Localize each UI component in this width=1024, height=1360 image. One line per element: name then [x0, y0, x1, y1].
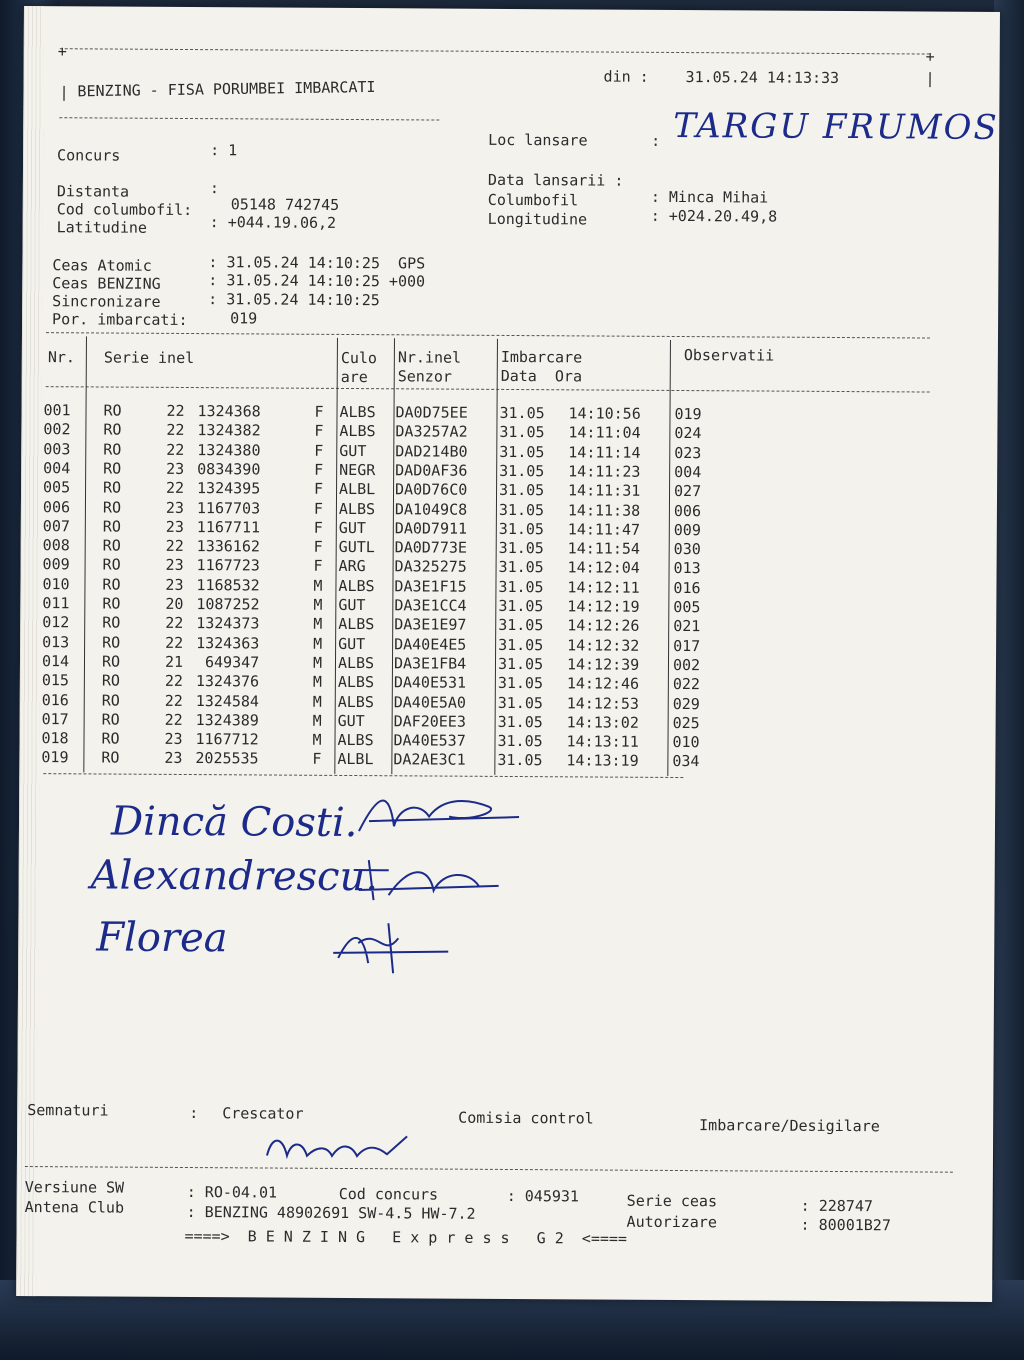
cell-ora: 14:12:19: [567, 597, 640, 616]
printout-sheet: [16, 6, 1000, 1302]
cell-observatii: 004: [674, 462, 702, 482]
cell-ora: 14:12:04: [567, 558, 640, 578]
cell-inel: 1324376: [195, 672, 260, 691]
cell-senzor: DAF20EE3: [393, 712, 466, 731]
cell-ora: 14:11:23: [568, 462, 641, 481]
cell-data: 31.05: [497, 732, 543, 751]
cell-data: 31.05: [498, 558, 544, 577]
cell-senzor: DA40E4E5: [394, 634, 467, 654]
cell-nr: 004: [43, 459, 71, 478]
cell-culoare: GUTL: [338, 538, 375, 557]
cell-tara: RO: [101, 729, 120, 748]
cell-data: 31.05: [498, 616, 544, 635]
cell-inel: 1324584: [195, 691, 260, 710]
cell-data: 31.05: [499, 403, 545, 423]
cell-data: 31.05: [498, 519, 545, 538]
cell-senzor: DAD0AF36: [395, 461, 468, 480]
cell-data: 31.05: [497, 751, 543, 770]
cell-data: 31.05: [498, 481, 545, 500]
loc-lansare-sep: :: [651, 131, 661, 150]
cell-culoare: ARG: [338, 557, 366, 576]
cell-ora: 14:13:02: [566, 713, 639, 732]
cell-an: 22: [164, 710, 183, 729]
concurs-label: Concurs: [57, 146, 121, 165]
cell-inel: 1324373: [196, 614, 260, 633]
cell-senzor: DA40E5A0: [393, 692, 467, 712]
distanta-label: Distanta: [56, 182, 130, 201]
cell-senzor: DA0D7911: [394, 519, 468, 538]
cell-sex: M: [313, 576, 323, 595]
longitudine-label: Longitudine: [487, 209, 588, 229]
cell-data: 31.05: [498, 539, 544, 558]
cell-sex: F: [313, 537, 323, 556]
cell-ora: 14:12:11: [567, 578, 640, 597]
comisia-control-label: Comisia control: [458, 1108, 594, 1128]
cell-senzor: DA3257A2: [395, 422, 468, 442]
cod-columbofil-label: Cod columbofil:: [56, 200, 193, 220]
cell-inel: 1324368: [197, 402, 261, 421]
cell-culoare: GUT: [337, 711, 365, 730]
cell-data: 31.05: [497, 693, 543, 712]
cell-data: 31.05: [499, 423, 545, 442]
imbarcare-desigilare-label: Imbarcare/Desigilare: [699, 1116, 880, 1136]
cell-data: 31.05: [498, 635, 544, 654]
cell-tara: RO: [101, 748, 120, 767]
cell-senzor: DAD214B0: [395, 441, 468, 461]
cell-observatii: 025: [672, 713, 700, 732]
cell-observatii: 016: [673, 578, 701, 597]
cell-an: 21: [164, 652, 184, 671]
cell-culoare: GUT: [338, 595, 366, 615]
cell-observatii: 013: [673, 559, 701, 578]
cell-sex: F: [314, 422, 324, 441]
cell-culoare: ALBS: [338, 576, 375, 595]
header-corner: +: [925, 47, 935, 66]
cell-culoare: GUT: [338, 518, 366, 537]
cell-an: 22: [164, 672, 183, 691]
cell-an: 22: [166, 479, 185, 498]
loc-lansare-label: Loc lansare: [488, 130, 588, 150]
cell-ora: 14:12:32: [567, 635, 640, 655]
date-label: din :: [603, 67, 649, 86]
cell-nr: 002: [43, 420, 71, 439]
header-corner: |: [925, 69, 935, 88]
cell-ora: 14:12:53: [566, 693, 640, 713]
signature-2: [348, 850, 508, 911]
cell-observatii: 022: [672, 675, 701, 694]
cell-culoare: ALBS: [339, 422, 376, 441]
cell-ora: 14:11:54: [567, 539, 641, 558]
cell-culoare: GUT: [338, 634, 366, 653]
cell-nr: 013: [42, 632, 70, 651]
cell-culoare: ALBL: [338, 480, 376, 499]
columbofil-value: : Minca Mihai: [650, 187, 769, 207]
por-imbarcati-label: Por. imbarcati:: [52, 310, 188, 330]
benzing-brand-line: ====> B E N Z I N G E x p r e s s G 2 <====: [184, 1227, 628, 1248]
cell-sex: F: [313, 557, 323, 576]
cell-culoare: ALBS: [338, 615, 375, 634]
header-rule-bottom: [59, 117, 439, 120]
cell-nr: 008: [42, 536, 70, 555]
cell-sex: F: [314, 441, 324, 460]
cell-nr: 016: [41, 690, 69, 709]
cell-ora: 14:12:26: [567, 616, 640, 636]
cell-inel: 1324363: [196, 633, 260, 653]
cell-tara: RO: [103, 420, 122, 439]
cell-observatii: 034: [672, 752, 700, 771]
cell-observatii: 009: [673, 520, 701, 539]
cell-an: 23: [164, 749, 183, 768]
signatures: [24, 6, 1000, 12]
cell-observatii: 024: [674, 424, 702, 443]
sincronizare-value: : 31.05.24 14:10:25: [208, 290, 380, 310]
cell-inel: 1324395: [197, 479, 261, 498]
cell-inel: 1324389: [195, 710, 259, 730]
table-rule-bottom: [43, 773, 683, 778]
print-datetime: 31.05.24 14:13:33: [685, 68, 840, 87]
cell-an: 22: [164, 691, 183, 710]
latitudine-label: Latitudine: [56, 218, 148, 237]
handwritten-loc-lansare: TARGU FRUMOS: [673, 105, 999, 148]
cell-observatii: 021: [673, 617, 701, 636]
cell-nr: 010: [42, 574, 70, 593]
cell-sex: M: [312, 711, 322, 730]
cell-nr: 011: [42, 594, 70, 613]
cell-nr: 007: [42, 516, 70, 536]
ceas-atomic-label: Ceas Atomic: [52, 256, 152, 275]
cell-inel: 1324382: [197, 421, 261, 440]
ceas-benzing-value: : 31.05.24 14:10:25 +000: [208, 271, 426, 291]
cell-tara: RO: [102, 497, 122, 517]
cell-ora: 14:11:38: [567, 500, 641, 520]
autorizare-label: Autorizare: [626, 1212, 717, 1232]
por-imbarcati-value: 019: [230, 309, 258, 328]
cell-tara: RO: [102, 613, 121, 632]
sincronizare-label: Sincronizare: [52, 292, 161, 311]
antena-club-value: : BENZING 48902691 SW-4.5 HW-7.2: [186, 1203, 476, 1223]
serie-ceas-label: Serie ceas: [626, 1191, 718, 1211]
cell-sex: F: [313, 499, 324, 518]
columbofil-label: Columbofil: [487, 190, 579, 210]
cell-tara: RO: [101, 652, 121, 671]
cell-nr: 012: [42, 613, 70, 632]
cell-an: 23: [165, 498, 185, 517]
cell-tara: RO: [101, 690, 120, 710]
cell-ora: 14:11:47: [567, 520, 641, 539]
cell-senzor: DA3E1CC4: [394, 596, 467, 615]
cell-culoare: ALBS: [339, 402, 376, 422]
cell-observatii: 019: [674, 404, 702, 424]
cell-nr: 019: [41, 748, 69, 767]
col-header-nr: Nr.: [47, 348, 76, 367]
cell-culoare: ALBS: [337, 673, 375, 692]
cell-tara: RO: [102, 594, 121, 613]
cell-tara: RO: [103, 401, 122, 420]
cell-observatii: 017: [673, 636, 701, 655]
table-rule-top: [46, 332, 930, 338]
cell-observatii: 023: [674, 443, 702, 462]
cell-senzor: DA2AE3C1: [393, 750, 466, 770]
cell-sex: F: [314, 402, 324, 421]
footer-rule: [25, 1166, 953, 1173]
cell-sex: M: [313, 634, 323, 653]
cell-nr: 001: [43, 401, 71, 420]
cell-ora: 14:11:31: [567, 481, 641, 500]
cell-senzor: DA0D75EE: [395, 403, 468, 422]
handwritten-name-1: Dincă Costi.: [110, 798, 358, 847]
ceas-benzing-label: Ceas BENZING: [52, 274, 161, 293]
cell-an: 22: [166, 440, 185, 459]
cod-concurs-label: Cod concurs: [338, 1184, 439, 1204]
col-header-culoare-2: are: [340, 367, 368, 387]
cell-observatii: 002: [672, 655, 701, 675]
cell-inel: 649347: [195, 652, 260, 672]
cell-senzor: DA3E1FB4: [393, 654, 467, 673]
cell-an: 23: [165, 556, 184, 575]
cell-an: 22: [166, 421, 185, 440]
cell-ora: 14:11:04: [568, 423, 641, 443]
cell-an: 22: [165, 536, 184, 556]
cell-sex: M: [313, 595, 323, 614]
header-rule-top: [60, 48, 930, 54]
cell-culoare: ALBS: [338, 499, 376, 518]
col-header-nr-inel-1: Nr.inel: [397, 348, 462, 367]
cell-ora: 14:12:39: [566, 655, 640, 674]
cell-culoare: ALBL: [337, 750, 374, 769]
latitudine-value: : +044.19.06,2: [209, 213, 337, 232]
concurs-value: : 1: [210, 141, 238, 160]
cell-inel: 1167712: [195, 730, 259, 749]
cell-data: 31.05: [497, 712, 543, 731]
cell-sex: M: [313, 615, 323, 634]
signature-1: [349, 786, 529, 847]
cell-senzor: DA3E1E97: [394, 615, 467, 635]
cell-inel: 1168532: [196, 575, 260, 595]
cell-sex: M: [312, 672, 322, 692]
handwritten-name-2: Alexandrescu.: [90, 852, 379, 901]
cell-observatii: 006: [673, 501, 702, 520]
cell-tara: RO: [101, 710, 120, 729]
cell-senzor: DA40E537: [393, 731, 466, 750]
longitudine-value: : +024.20.49,8: [650, 206, 778, 226]
cell-nr: 006: [42, 497, 71, 516]
cell-data: 31.05: [497, 654, 544, 674]
cell-culoare: ALBS: [337, 731, 374, 750]
cell-tara: RO: [103, 440, 122, 459]
cell-observatii: 010: [672, 733, 700, 752]
cell-sex: M: [312, 653, 323, 672]
cell-senzor: DA3E1F15: [394, 576, 467, 596]
header-corner: |: [59, 83, 69, 102]
cell-an: 22: [165, 614, 184, 633]
cell-inel: 1167723: [196, 556, 260, 575]
cell-nr: 003: [43, 439, 71, 458]
serie-ceas-value: : 228747: [800, 1196, 873, 1216]
data-lansarii-label: Data lansarii :: [487, 170, 624, 190]
antena-club-label: Antena Club: [24, 1198, 125, 1217]
cell-an: 23: [165, 517, 184, 536]
cell-senzor: DA325275: [394, 557, 467, 577]
cell-tara: RO: [103, 459, 122, 478]
cell-senzor: DA1049C8: [394, 499, 468, 519]
col-header-culoare-1: Culo: [340, 348, 378, 368]
cell-nr: 015: [41, 671, 70, 690]
cell-observatii: 029: [672, 694, 700, 713]
col-header-serie-inel: Serie inel: [103, 348, 195, 368]
distanta-value: :: [209, 179, 219, 198]
cell-tara: RO: [102, 555, 121, 574]
semnaturi-sep: :: [189, 1104, 199, 1123]
cell-inel: 2025535: [195, 749, 259, 768]
cod-columbofil-value: 05148 742745: [230, 195, 340, 214]
cell-data: 31.05: [499, 461, 545, 481]
col-header-observatii: Observatii: [683, 346, 775, 365]
cell-an: 22: [166, 401, 185, 420]
cell-nr: 014: [41, 652, 70, 671]
cell-tara: RO: [103, 478, 122, 497]
cell-tara: RO: [101, 671, 120, 690]
cell-culoare: GUT: [339, 441, 367, 460]
cell-culoare: ALBS: [337, 653, 375, 673]
cell-senzor: DA0D76C0: [394, 480, 468, 499]
cell-data: 31.05: [498, 577, 544, 596]
crescator-label: Crescator: [222, 1104, 304, 1123]
cell-data: 31.05: [498, 500, 545, 519]
cell-nr: 009: [42, 555, 70, 574]
cell-ora: 14:13:11: [566, 732, 639, 751]
cell-an: 20: [165, 594, 184, 613]
cell-an: 23: [165, 575, 184, 594]
cell-an: 23: [164, 729, 183, 749]
ceas-atomic-value: : 31.05.24 14:10:25 GPS: [208, 253, 426, 273]
cell-ora: 14:12:46: [566, 674, 640, 693]
semnaturi-label: Semnaturi: [27, 1101, 109, 1120]
col-header-nr-inel-2: Senzor: [397, 367, 452, 386]
cell-senzor: DA0D773E: [394, 538, 468, 557]
cell-sex: F: [314, 479, 324, 499]
cell-inel: 1167703: [196, 498, 261, 517]
cell-culoare: ALBS: [337, 692, 374, 711]
cell-sex: M: [312, 730, 322, 749]
cell-sex: F: [312, 750, 322, 769]
cell-observatii: 027: [673, 482, 702, 501]
cell-data: 31.05: [498, 596, 544, 616]
cell-observatii: 030: [673, 540, 701, 559]
cell-inel: 1087252: [196, 595, 260, 614]
col-header-imbarcare-2: Data Ora: [500, 366, 583, 386]
cell-observatii: 005: [673, 597, 701, 617]
cell-tara: RO: [102, 517, 121, 536]
cell-tara: RO: [102, 536, 121, 555]
cell-sex: F: [314, 460, 324, 479]
cell-sex: F: [313, 518, 323, 537]
cell-nr: 017: [41, 709, 69, 729]
cell-culoare: NEGR: [339, 460, 376, 480]
header-corner: +: [57, 42, 67, 61]
cell-inel: 1324380: [197, 440, 261, 460]
cell-inel: 1336162: [196, 537, 260, 556]
cell-data: 31.05: [497, 674, 544, 693]
cell-sex: M: [312, 692, 322, 711]
cell-inel: 1167711: [196, 517, 261, 537]
col-header-imbarcare-1: Imbarcare: [500, 347, 583, 367]
document-title: BENZING - FISA PORUMBEI IMBARCATI: [77, 77, 376, 101]
table-row: [41, 749, 741, 772]
cell-tara: RO: [102, 633, 121, 652]
signature-3: [328, 918, 458, 979]
versiune-sw-label: Versiune SW: [24, 1178, 125, 1197]
cod-concurs-value: : 045931: [506, 1186, 580, 1206]
handwritten-name-3: Florea: [96, 914, 228, 962]
cell-senzor: DA40E531: [393, 673, 467, 692]
table-rule-mid: [46, 386, 930, 392]
autorizare-value: : 80001B27: [800, 1215, 891, 1235]
versiune-sw-value: : RO-04.01: [186, 1183, 278, 1202]
cell-tara: RO: [102, 575, 121, 594]
cell-ora: 14:10:56: [568, 404, 641, 423]
cell-ora: 14:13:19: [566, 751, 639, 771]
cell-inel: 0834390: [197, 459, 261, 479]
cell-an: 23: [166, 459, 185, 478]
cell-data: 31.05: [499, 442, 545, 461]
cell-ora: 14:11:14: [568, 442, 641, 462]
cell-nr: 018: [41, 729, 69, 748]
cell-an: 22: [165, 633, 184, 652]
cell-nr: 005: [43, 478, 71, 497]
